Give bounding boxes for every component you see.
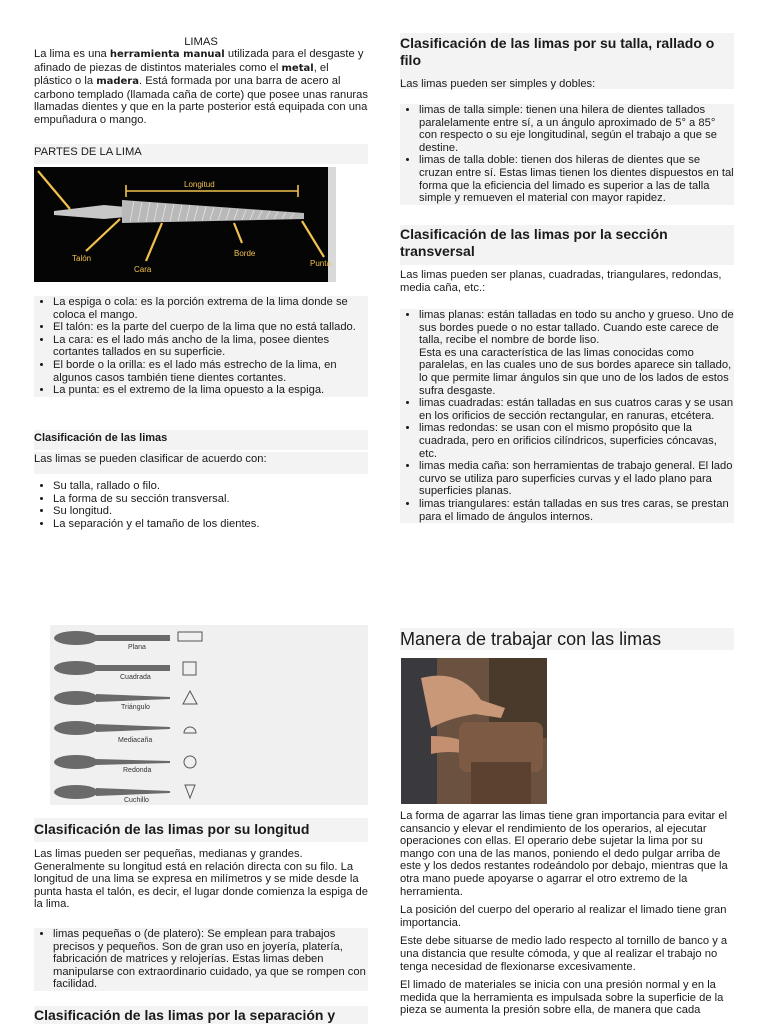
seccion-intro-block — [400, 269, 734, 294]
list-item-text: Esta es una característica de las limas conocidas como paralelas, en las cuales uno de sus bordes aparece sin tallado, lo que permite limar ángulos sin que uno de los lados de estos sufra desgaste. — [419, 346, 732, 397]
list-item: • Su talla, rallado o filo. — [53, 480, 368, 493]
file-types-figure — [50, 625, 368, 805]
list-item: • La separación y el tamaño de los dientes. — [53, 518, 368, 531]
longitud-text: Las limas pueden ser pequeñas, medianas y grandes. Generalmente su longitud está en relación directa con su filo. La longitud de una lima se expresa en milímetros y se mide desde la punta hasta el talón, es decir, el lugar donde comienza la espiga de la lima. — [34, 848, 368, 911]
talla-heading: Clasificación de las limas por su talla, rallado o filo — [400, 35, 715, 68]
talla-intro: Las limas pueden ser simples y dobles: — [400, 78, 596, 90]
manera-paragraph-4: El limado de materiales se inicia con una presión normal y en la medida que la herramienta es impulsada sobre la superficie de la pieza se aumenta la presión sobre ella, de manera que cada — [400, 979, 724, 1017]
intro-text: La lima es una — [34, 48, 110, 60]
intro-link-madera[interactable]: madera — [96, 76, 139, 88]
manera-paragraph-3: Este debe situarse de medio lado respecto al tornillo de banco y a una distancia que resulte cómoda, y que al realizar el trabajo no tenga necesidad de flexionarse excesivamente. — [400, 935, 728, 973]
intro-text: utilizada para el desgaste y afinado de piezas de distintos materiales como el — [34, 48, 364, 74]
longitud-list — [34, 928, 368, 991]
label-punta: Punta — [310, 259, 331, 268]
longitud-text-block — [34, 848, 368, 911]
seccion-intro: Las limas pueden ser planas, cuadradas, triangulares, redondas, media caña, etc.: — [400, 269, 722, 294]
manera-paragraph-1: La forma de agarrar las limas tiene gran importancia para evitar el cansancio y elevar el rendimiento de los operarios, al ejecutar operaciones con ellas. El operario debe sujetar la lima por su mango con una de las manos, poniendo el dedo pulgar arriba de este y los dedos restantes rodeándolo por debajo, mientras que la otra mano puede apoyarse o agarrar el otro extremo de la herramienta. — [400, 810, 728, 898]
label-cara: Cara — [134, 265, 152, 274]
seccion-list-block — [400, 309, 734, 523]
intro-section — [34, 36, 368, 127]
list-item: • limas triangulares: están talladas en sus tres caras, se prestan para el limado de ángulos internos. — [419, 498, 734, 523]
list-item: • limas pequeñas o (de platero): Se emplean para trabajos precisos y pequeños. Son de gran uso en joyería, platería, fabricación de matrices y relojerías. Estas limas deben manipularse con extraordinario cuidado, ya que se rompen con facilidad. — [53, 928, 368, 991]
file-parts-diagram — [34, 167, 336, 282]
file-label-mediacana: Mediacaña — [118, 737, 153, 744]
list-item: • El talón: es la parte del cuerpo de la lima que no está tallado. — [53, 321, 368, 334]
talla-list-block — [400, 104, 734, 205]
separacion-heading-block — [34, 1006, 368, 1024]
worker-filing-photo — [401, 658, 547, 804]
list-item-text: limas planas: están talladas en todo su ancho y grueso. Uno de sus bordes puede o no estar tallado. Cuando este carece de talla, recibe el nombre de borde liso. — [419, 309, 734, 347]
seccion-heading: Clasificación de las limas por la sección transversal — [400, 226, 668, 259]
talla-list — [400, 104, 734, 205]
manera-heading-block — [400, 628, 734, 650]
manera-paragraph-2: La posición del cuerpo del operario al realizar el limado tiene gran importancia. — [400, 904, 727, 929]
list-item: • limas de talla simple: tienen una hilera de dientes tallados paralelamente entre sí, a un ángulo aproximado de 5° a 85° con respecto o su eje longitudinal, según el trabajo a que se destine. — [419, 104, 734, 154]
class-heading-block — [34, 430, 368, 450]
label-talon: Talón — [72, 254, 92, 263]
label-longitud: Longitud — [184, 180, 215, 189]
worker-photo-svg — [401, 658, 547, 804]
list-item: • limas redondas: se usan con el mismo propósito que la cuadrada, pero en orificios cilíndricos, superficies cóncavas, etc. — [419, 422, 734, 460]
class-intro: Las limas se pueden clasificar de acuerdo con: — [34, 453, 267, 465]
parts-heading-block — [34, 144, 368, 164]
longitud-heading-block — [34, 818, 368, 842]
file-label-cuchillo: Cuchillo — [124, 797, 149, 804]
seccion-heading-block — [400, 225, 734, 265]
parts-list — [34, 296, 368, 397]
list-item — [419, 309, 734, 397]
seccion-list — [400, 309, 734, 523]
intro-text: . Está formada por una barra de acero al carbono templado (llamada caña de corte) que posee unas ranuras llamadas dientes y que en la parte posterior está equipada con una empuñadura o mango. — [34, 75, 368, 126]
talla-intro-block — [400, 78, 734, 91]
separacion-heading: Clasificación de las limas por la separación y — [34, 1007, 336, 1023]
file-label-cuadrada: Cuadrada — [120, 674, 151, 681]
list-item: • La cara: es el lado más ancho de la lima, posee dientes cortantes tallados en su superficie. — [53, 334, 368, 359]
manera-heading: Manera de trabajar con las limas — [400, 629, 662, 649]
intro-paragraph — [34, 48, 368, 127]
list-item: • limas media caña: son herramientas de trabajo general. El lado curvo se utiliza paro superficies curvas y el lado plano para superficies planas. — [419, 460, 734, 498]
longitud-list-block — [34, 928, 368, 991]
list-item: • Su longitud. — [53, 505, 368, 518]
page-title: LIMAS — [184, 36, 218, 48]
class-heading: Clasificación de las limas — [34, 432, 168, 444]
parts-heading: PARTES DE LA LIMA — [34, 146, 142, 158]
intro-link-herramienta[interactable]: herramienta manual — [109, 49, 225, 60]
list-item: • limas de talla doble: tienen dos hileras de dientes que se cruzan entre sí. Estas limas tienen los dientes dispuestos en tal forma que la eficiencia del limado es superior a las de talla simple y remueven el material con mayor rapidez. — [419, 154, 734, 204]
list-item: • limas cuadradas: están talladas en sus cuatros caras y se usan en los orificios de sección rectangular, en ranuras, etcétera. — [419, 397, 734, 422]
list-item: • La forma de su sección transversal. — [53, 493, 368, 506]
file-label-plana: Plana — [128, 644, 146, 651]
class-intro-block — [34, 452, 368, 474]
parts-list-block — [34, 296, 368, 397]
manera-text-block — [400, 810, 734, 1017]
label-borde: Borde — [234, 249, 256, 258]
list-item: • La espiga o cola: es la porción extrema de la lima donde se coloca el mango. — [53, 296, 368, 321]
file-label-redonda: Redonda — [123, 767, 152, 774]
class-list-block — [34, 480, 368, 530]
file-label-triangulo: Triángulo — [121, 704, 150, 711]
intro-text: , el plástico o la — [34, 61, 329, 88]
class-list — [34, 480, 368, 530]
file-types-svg — [50, 625, 368, 805]
list-item: • El borde o la orilla: es el lado más estrecho de la lima, en algunos casos también tiene dientes cortantes. — [53, 359, 368, 384]
list-item: • La punta: es el extremo de la lima opuesto a la espiga. — [53, 384, 368, 397]
longitud-heading: Clasificación de las limas por su longitud — [34, 821, 310, 837]
intro-link-metal[interactable]: metal — [281, 62, 314, 74]
